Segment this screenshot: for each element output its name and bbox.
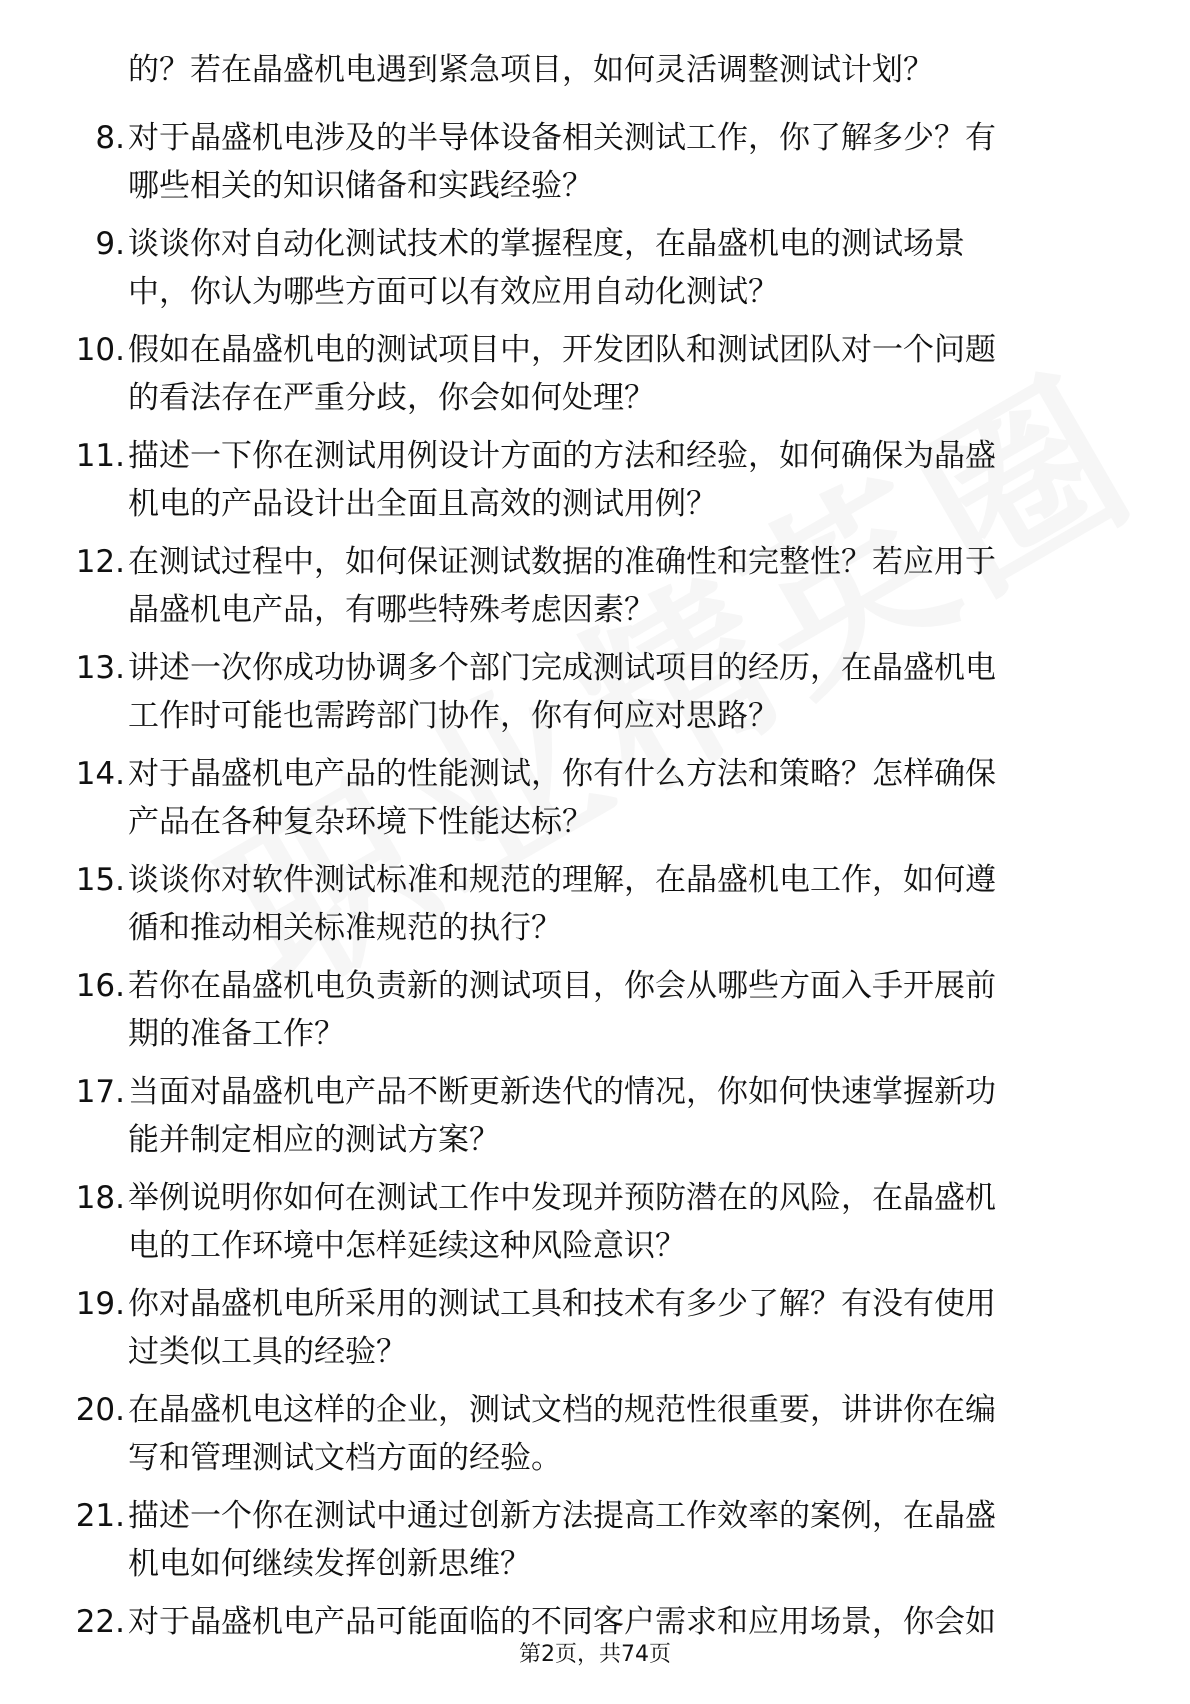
item-line: 哪些相关的知识储备和实践经验？ bbox=[128, 168, 593, 204]
item-line: 举例说明你如何在测试工作中发现并预防潜在的风险，在晶盛机 bbox=[128, 1180, 996, 1216]
list-item bbox=[0, 856, 1190, 952]
list-item bbox=[0, 538, 1190, 634]
item-line: 对于晶盛机电产品的性能测试，你有什么方法和策略？怎样确保 bbox=[128, 756, 996, 792]
item-text bbox=[128, 220, 1128, 316]
item-text bbox=[128, 1174, 1128, 1270]
item-number: 13. bbox=[75, 650, 125, 686]
item-text bbox=[128, 326, 1128, 422]
item-text bbox=[128, 644, 1128, 740]
item-line: 电的工作环境中怎样延续这种风险意识？ bbox=[128, 1228, 686, 1264]
item-text bbox=[128, 962, 1128, 1058]
item-number: 19. bbox=[75, 1286, 125, 1322]
item-line: 机电如何继续发挥创新思维？ bbox=[128, 1546, 531, 1582]
item-line: 讲述一次你成功协调多个部门完成测试项目的经历，在晶盛机电 bbox=[128, 650, 996, 686]
item-line: 循和推动相关标准规范的执行？ bbox=[128, 910, 562, 946]
item-number: 14. bbox=[75, 756, 125, 792]
page-number: 第2页，共74页 bbox=[519, 1642, 671, 1667]
item-line: 在晶盛机电这样的企业，测试文档的规范性很重要，讲讲你在编 bbox=[128, 1392, 996, 1428]
item-line: 期的准备工作？ bbox=[128, 1016, 345, 1052]
item-text bbox=[128, 1386, 1128, 1482]
item-number: 16. bbox=[75, 968, 125, 1004]
item-line: 对于晶盛机电涉及的半导体设备相关测试工作，你了解多少？有 bbox=[128, 120, 996, 156]
list-item bbox=[0, 432, 1190, 528]
item-line: 能并制定相应的测试方案？ bbox=[128, 1122, 500, 1158]
item-number: 22. bbox=[75, 1604, 125, 1640]
item-number: 8. bbox=[95, 120, 125, 156]
item-text bbox=[128, 856, 1128, 952]
item-number: 9. bbox=[95, 226, 125, 262]
item-line: 谈谈你对自动化测试技术的掌握程度，在晶盛机电的测试场景 bbox=[128, 226, 965, 262]
item-text bbox=[128, 114, 1128, 210]
item-text bbox=[128, 1068, 1128, 1164]
item-line: 若你在晶盛机电负责新的测试项目，你会从哪些方面入手开展前 bbox=[128, 968, 996, 1004]
list-item bbox=[0, 1068, 1190, 1164]
item-number: 10. bbox=[75, 332, 125, 368]
question-list bbox=[0, 46, 1190, 1704]
item-number: 12. bbox=[75, 544, 125, 580]
list-item bbox=[0, 1386, 1190, 1482]
item-line: 谈谈你对软件测试标准和规范的理解，在晶盛机电工作，如何遵 bbox=[128, 862, 996, 898]
continuation-line: 的？若在晶盛机电遇到紧急项目，如何灵活调整测试计划？ bbox=[128, 52, 934, 88]
item-line: 工作时可能也需跨部门协作，你有何应对思路？ bbox=[128, 698, 779, 734]
item-line: 你对晶盛机电所采用的测试工具和技术有多少了解？有没有使用 bbox=[128, 1286, 996, 1322]
item-text bbox=[128, 432, 1128, 528]
item-line: 在测试过程中，如何保证测试数据的准确性和完整性？若应用于 bbox=[128, 544, 996, 580]
item-number: 21. bbox=[75, 1498, 125, 1534]
list-item bbox=[0, 220, 1190, 316]
item-number: 15. bbox=[75, 862, 125, 898]
item-line: 当面对晶盛机电产品不断更新迭代的情况，你如何快速掌握新功 bbox=[128, 1074, 996, 1110]
item-text bbox=[128, 1492, 1128, 1588]
item-number: 11. bbox=[75, 438, 125, 474]
list-item bbox=[0, 1492, 1190, 1588]
item-line: 描述一下你在测试用例设计方面的方法和经验，如何确保为晶盛 bbox=[128, 438, 996, 474]
item-text bbox=[128, 750, 1128, 846]
item-line: 晶盛机电产品，有哪些特殊考虑因素？ bbox=[128, 592, 655, 628]
list-item bbox=[0, 1280, 1190, 1376]
list-item bbox=[0, 1174, 1190, 1270]
list-item bbox=[0, 114, 1190, 210]
item-line: 对于晶盛机电产品可能面临的不同客户需求和应用场景，你会如 bbox=[128, 1604, 996, 1640]
item-text bbox=[128, 1280, 1128, 1376]
item-text bbox=[128, 1598, 1128, 1646]
item-number: 18. bbox=[75, 1180, 125, 1216]
item-number: 17. bbox=[75, 1074, 125, 1110]
list-item bbox=[0, 326, 1190, 422]
list-item bbox=[0, 750, 1190, 846]
item-text bbox=[128, 538, 1128, 634]
item-line: 机电的产品设计出全面且高效的测试用例？ bbox=[128, 486, 717, 522]
item-line: 写和管理测试文档方面的经验。 bbox=[128, 1440, 562, 1476]
item-line: 过类似工具的经验？ bbox=[128, 1334, 407, 1370]
item-number: 20. bbox=[75, 1392, 125, 1428]
item-line: 的看法存在严重分歧，你会如何处理？ bbox=[128, 380, 655, 416]
item-line: 中，你认为哪些方面可以有效应用自动化测试？ bbox=[128, 274, 779, 310]
item-line: 产品在各种复杂环境下性能达标？ bbox=[128, 804, 593, 840]
item-line: 描述一个你在测试中通过创新方法提高工作效率的案例，在晶盛 bbox=[128, 1498, 996, 1534]
item-line: 假如在晶盛机电的测试项目中，开发团队和测试团队对一个问题 bbox=[128, 332, 996, 368]
list-item bbox=[0, 644, 1190, 740]
list-item bbox=[0, 962, 1190, 1058]
